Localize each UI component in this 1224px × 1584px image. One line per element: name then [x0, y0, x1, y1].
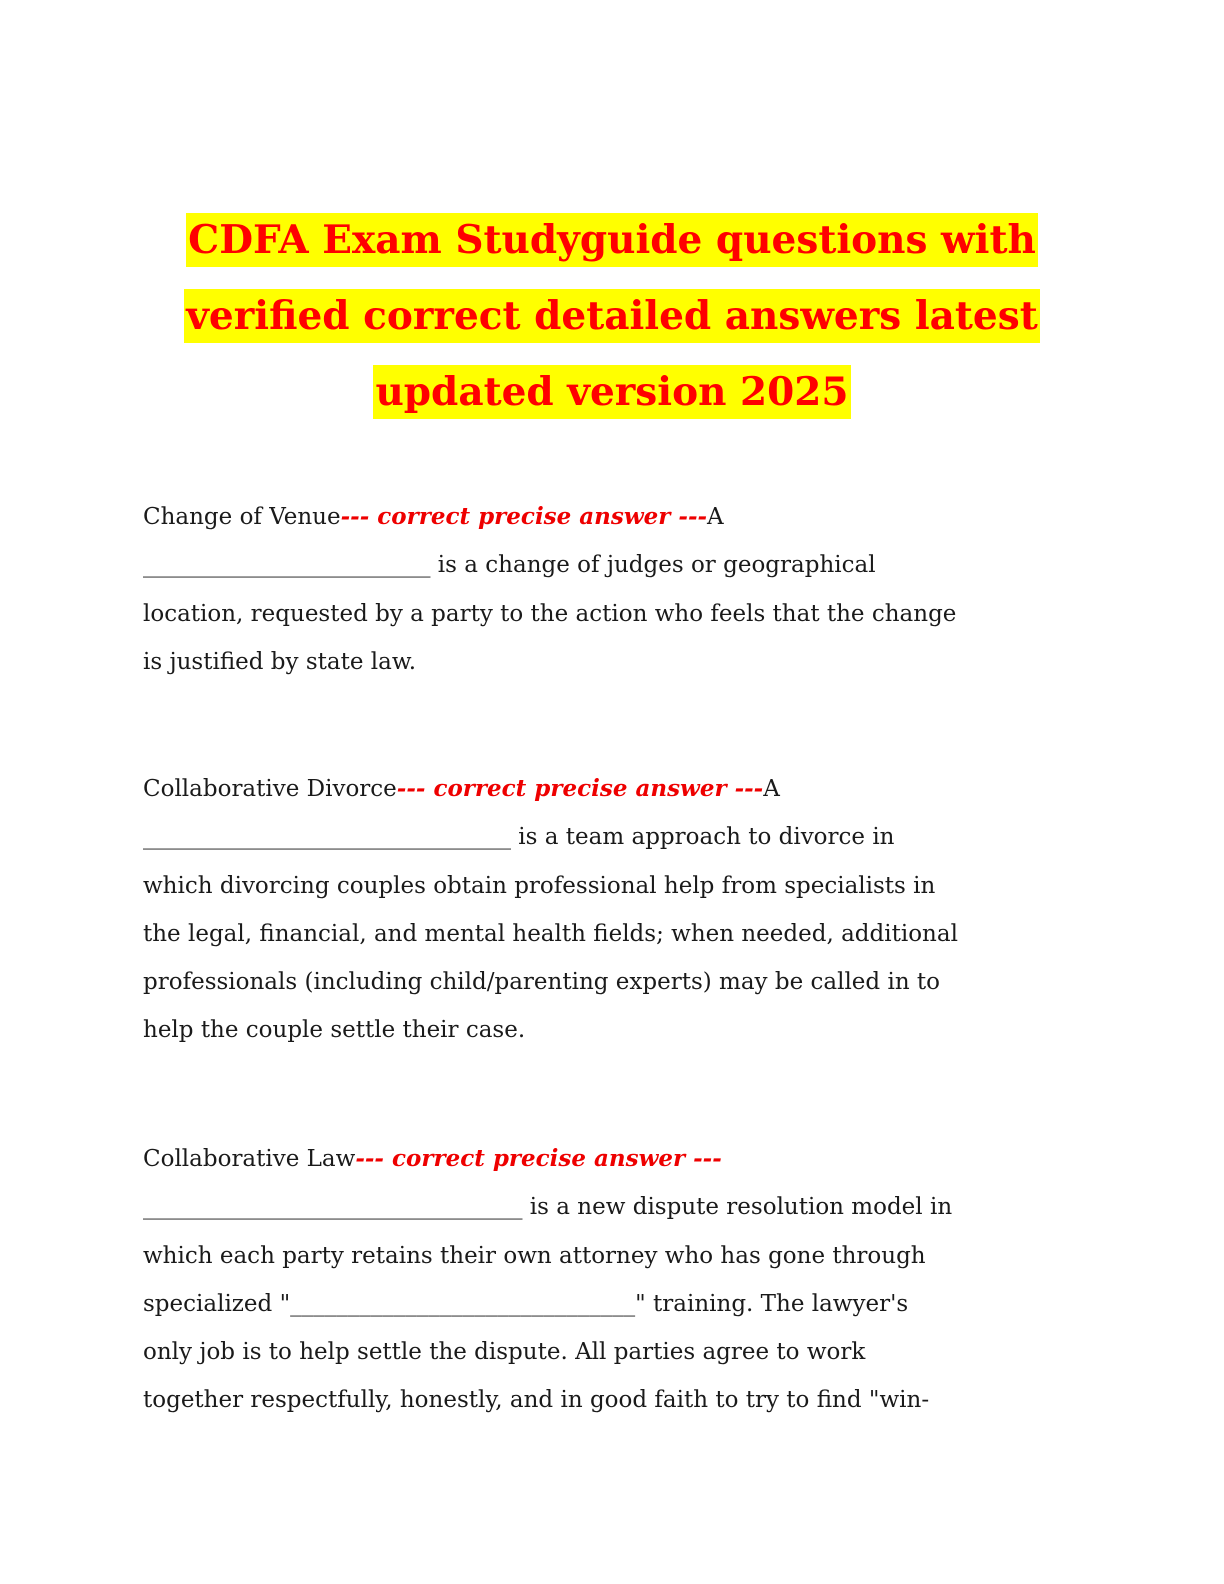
entry-text: location, requested by a party to the action who feels that the change	[143, 600, 957, 627]
entry-term: Collaborative Divorce	[143, 776, 397, 802]
entry-collaborative-law	[143, 1135, 1073, 1425]
entry-first-line	[143, 493, 1073, 541]
entry-text: together respectfully, honestly, and in good faith to try to find "win-	[143, 1387, 930, 1414]
answer-separator: --- correct precise answer ---	[340, 503, 708, 530]
entry-text: A	[707, 504, 724, 530]
title-line: verified correct detailed answers latest	[0, 278, 1224, 354]
entry-term: Change of Venue	[143, 504, 341, 530]
entry-text: _________________________ is a change of judges or geographical	[143, 552, 876, 579]
entry-term: Collaborative Law	[143, 1146, 356, 1172]
entry-first-line	[143, 765, 1073, 813]
entry-change-of-venue	[143, 493, 1073, 686]
entry-text: help the couple settle their case.	[143, 1017, 526, 1044]
entry-text: the legal, financial, and mental health fields; when needed, additional	[143, 920, 958, 947]
entry-text: A	[763, 776, 780, 802]
entry-text: ________________________________ is a team approach to divorce in	[143, 824, 895, 851]
entry-collaborative-divorce	[143, 765, 1073, 1055]
title-line: CDFA Exam Studyguide questions with	[0, 202, 1224, 278]
entry-text: which each party retains their own attorney who has gone through	[143, 1242, 926, 1269]
entry-text: is justified by state law.	[143, 648, 417, 675]
entry-text: only job is to help settle the dispute. All parties agree to work	[143, 1339, 866, 1366]
entry-text: professionals (including child/parenting experts) may be called in to	[143, 969, 941, 996]
entry-text: specialized "______________________________" training. The lawyer's	[143, 1290, 909, 1317]
entry-first-line	[143, 1135, 1073, 1183]
document-title	[0, 202, 1224, 430]
entry-text: _________________________________ is a new dispute resolution model in	[143, 1194, 953, 1221]
title-line: updated version 2025	[0, 354, 1224, 430]
answer-separator: --- correct precise answer ---	[355, 1145, 722, 1172]
answer-separator: --- correct precise answer ---	[396, 775, 764, 802]
entry-text: which divorcing couples obtain professional help from specialists in	[143, 872, 936, 899]
